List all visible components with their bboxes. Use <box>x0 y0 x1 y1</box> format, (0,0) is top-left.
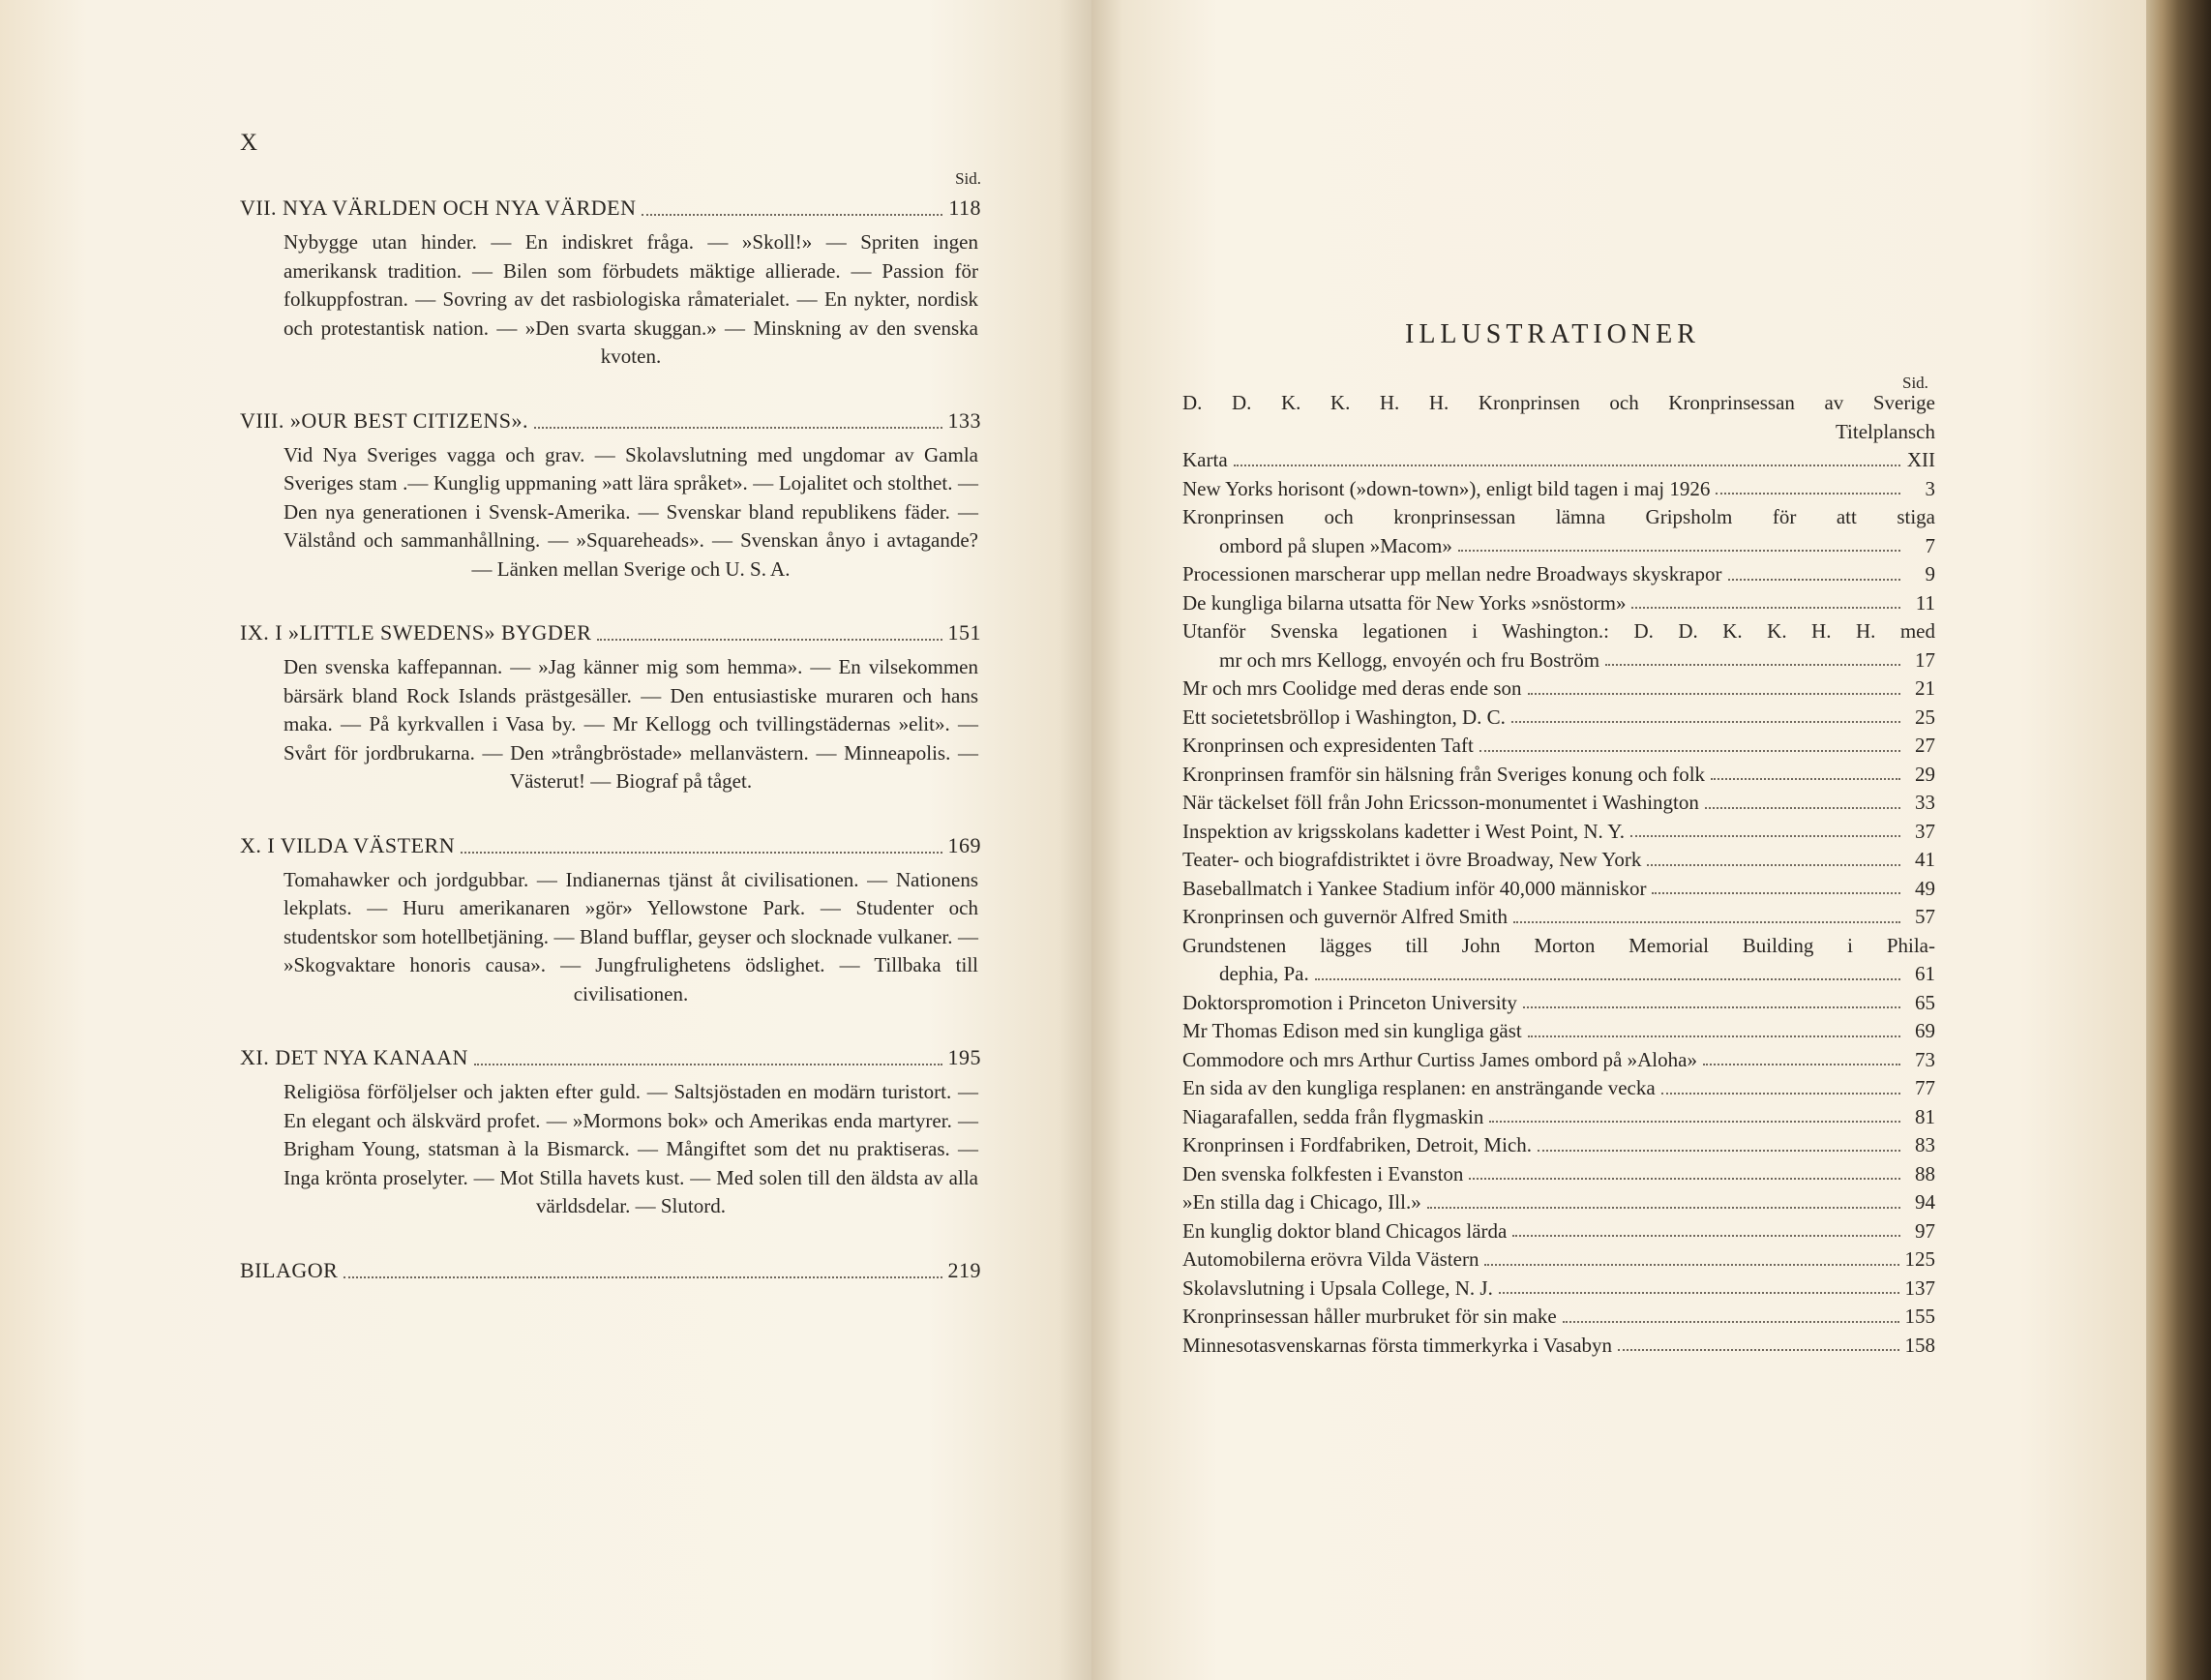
illustration-row <box>1182 1245 1935 1275</box>
illustration-item <box>1182 1131 1935 1160</box>
illustration-page: 155 <box>1904 1305 1935 1328</box>
illustration-item <box>1182 704 1935 733</box>
illustration-item <box>1182 1017 1935 1046</box>
leader-dots <box>1728 578 1901 581</box>
leader-dots <box>1512 1234 1900 1237</box>
illustration-page: 65 <box>1915 990 1935 1014</box>
illustration-item <box>1182 1217 1935 1246</box>
illustration-text: Utanför Svenska legationen i Washington.: D. D. K. K. H. H. med <box>1182 619 1935 643</box>
illustration-page: 9 <box>1925 562 1935 585</box>
illustration-item <box>1182 617 1935 675</box>
chapter <box>240 1041 981 1221</box>
leader-dots <box>344 1275 941 1278</box>
illustration-row <box>1182 675 1935 704</box>
illustration-page: 94 <box>1915 1190 1935 1214</box>
illustration-row <box>1182 704 1935 733</box>
illustration-text: Automobilerna erövra Vilda Västern <box>1182 1247 1479 1271</box>
illustration-page: 33 <box>1915 791 1935 814</box>
illustration-page: 17 <box>1915 647 1935 672</box>
illustration-text: Kronprinsen och guvernör Alfred Smith <box>1182 905 1508 928</box>
illustration-text-cont: ombord på slupen »Macom» <box>1219 533 1452 557</box>
illustration-item <box>1182 789 1935 818</box>
illustration-item <box>1182 818 1935 847</box>
illustration-row <box>1182 446 1935 475</box>
leader-dots <box>1528 1035 1900 1037</box>
leader-dots <box>1605 663 1900 666</box>
illustration-page: 83 <box>1915 1133 1935 1156</box>
chapter-heading <box>240 192 981 225</box>
illustration-item <box>1182 1332 1935 1361</box>
illustration-item <box>1182 1188 1935 1217</box>
leader-dots <box>1705 806 1900 809</box>
chapter-title: X. I VILDA VÄSTERN <box>240 832 456 857</box>
leader-dots <box>597 638 941 641</box>
leader-dots <box>1511 720 1900 723</box>
chapter <box>240 829 981 1009</box>
illustration-text: Kronprinsen och kronprinsessan lämna Gripsholm för att stiga <box>1182 505 1935 528</box>
leader-dots <box>474 1063 942 1065</box>
illustration-text-cont: dephia, Pa. <box>1219 962 1309 985</box>
leader-dots <box>1315 977 1900 980</box>
illustrations-sid-label: Sid. <box>1902 374 1928 392</box>
illustration-text: Skolavslutning i Upsala College, N. J. <box>1182 1275 1493 1300</box>
illustration-page: 73 <box>1915 1047 1935 1071</box>
illustration-item <box>1182 732 1935 761</box>
leader-dots <box>1513 920 1900 923</box>
illustration-row <box>1182 1217 1935 1246</box>
leader-dots <box>1427 1206 1900 1209</box>
illustration-page: 97 <box>1915 1218 1935 1243</box>
chapter <box>240 192 981 372</box>
chapter-page: 195 <box>947 1045 981 1069</box>
illustration-text: När täckelset föll från John Ericsson-monumentet i Washington <box>1182 791 1699 814</box>
illustration-text: »En stilla dag i Chicago, Ill.» <box>1182 1190 1421 1214</box>
illustration-text: Inspektion av krigsskolans kadetter i West Point, N. Y. <box>1182 819 1625 843</box>
illustration-item <box>1182 475 1935 504</box>
illustration-page: 29 <box>1915 762 1935 786</box>
leader-dots <box>1234 464 1900 466</box>
illustration-page: 41 <box>1915 848 1935 871</box>
illustration-row <box>1182 761 1935 790</box>
illustration-item <box>1182 1074 1935 1103</box>
leader-dots <box>1479 749 1900 752</box>
illustration-text: Mr Thomas Edison med sin kungliga gäst <box>1182 1019 1522 1042</box>
illustration-item <box>1182 389 1935 446</box>
chapter-title: XI. DET NYA KANAAN <box>240 1045 468 1069</box>
illustration-page: 77 <box>1915 1076 1935 1099</box>
illustration-item <box>1182 1275 1935 1304</box>
illustration-item <box>1182 589 1935 618</box>
chapter-summary: Religiösa förföljelser och jakten efter guld. — Saltsjöstaden en modärn turistort. — En elegant och älskvärd profet. — »Mormons bok» och Amerikas enda martyrer. — Brigham Young, statsman à la Bismarck. — Mångiftet som det nu praktiseras. — Inga krönta proselyter. — Mot Stilla havets kust. — Med solen till den äldsta av alla världsdelar. — Slutord. <box>284 1080 978 1217</box>
leader-dots <box>1563 1320 1899 1323</box>
leader-dots <box>1711 777 1900 780</box>
leader-dots <box>1489 1120 1900 1123</box>
leader-dots <box>1647 863 1900 866</box>
illustration-item <box>1182 875 1935 904</box>
leader-dots <box>1458 549 1900 552</box>
illustration-text: Ett societetsbröllop i Washington, D. C. <box>1182 705 1506 729</box>
leader-dots <box>1538 1149 1900 1152</box>
illustration-page: 27 <box>1915 734 1935 757</box>
leader-dots <box>461 851 941 854</box>
illustration-page: 7 <box>1925 533 1935 557</box>
table-of-contents <box>240 166 981 1287</box>
illustrations-heading: ILLUSTRATIONER <box>1405 319 1700 349</box>
illustration-row <box>1182 846 1935 875</box>
bilagor-row <box>240 1254 981 1287</box>
chapter-heading <box>240 405 981 437</box>
leader-dots <box>534 426 942 429</box>
illustration-row <box>1182 1074 1935 1103</box>
illustration-page: 69 <box>1915 1019 1935 1042</box>
illustration-item <box>1182 761 1935 790</box>
illustration-item <box>1182 560 1935 589</box>
illustration-text: Grundstenen lägges till John Morton Memorial Building i Phila- <box>1182 933 1935 957</box>
chapter-page: 118 <box>948 195 981 220</box>
illustration-row <box>1182 1160 1935 1189</box>
chapter-page: 151 <box>947 620 981 645</box>
illustration-text: Kronprinsen framför sin hälsning från Sveriges konung och folk <box>1182 762 1706 786</box>
illustration-text: D. D. K. K. H. H. Kronprinsen och Kronprinsessan av Sverige <box>1182 391 1935 414</box>
chapter-summary: Vid Nya Sveriges vagga och grav. — Skolavslutning med ungdomar av Gamla Sveriges stam .— Kunglig uppmaning »att lära språket». — Lojalitet och stolthet. — Den nya generationen i Svensk-Amerika. — Svenskar bland republikens fäder. — Välstånd och sammanhållning. — »Squareheads». — Svenskan ånyo i avtagande? — Länken mellan Sverige och U. S. A. <box>284 442 978 581</box>
illustration-item <box>1182 1160 1935 1189</box>
leader-dots <box>1631 606 1900 609</box>
illustration-row <box>1182 1017 1935 1046</box>
book-edge <box>2146 0 2211 1680</box>
chapter-heading <box>240 616 981 649</box>
illustration-text: Kronprinsen och expresidenten Taft <box>1182 734 1474 757</box>
illustration-continuation <box>1182 532 1935 561</box>
illustration-page: 88 <box>1915 1161 1935 1185</box>
leader-dots <box>1630 834 1900 837</box>
illustration-text: En kunglig doktor bland Chicagos lärda <box>1182 1218 1508 1243</box>
leader-dots <box>1499 1291 1899 1294</box>
page-number: X <box>240 130 260 156</box>
chapter-page: 133 <box>947 407 981 433</box>
illustration-page: 21 <box>1915 676 1935 700</box>
chapter-page: 169 <box>947 832 981 857</box>
sid-label: Sid. <box>955 169 981 188</box>
illustration-row <box>1182 1275 1935 1304</box>
illustration-item <box>1182 446 1935 475</box>
illustration-text: Mr och mrs Coolidge med deras ende son <box>1182 676 1522 700</box>
chapter-summary: Nybygge utan hinder. — En indiskret fråga. — »Skoll!» — Spriten ingen amerikansk tradition. — Bilen som förbudets mäktige allierade. — Passion för folkuppfostran. — Sovring av det rasbiologiska råmaterialet. — En nykter, nordisk och protestantisk nation. — »Den svarta skuggan.» — Minskning av den svenska kvoten. <box>284 230 978 368</box>
illustration-continuation <box>1182 646 1935 675</box>
illustration-row <box>1182 560 1935 589</box>
illustration-item <box>1182 1303 1935 1332</box>
leader-dots <box>1484 1263 1898 1266</box>
illustration-text: New Yorks horisont (»down-town»), enligt bild tagen i maj 1926 <box>1182 476 1711 500</box>
illustration-page: 137 <box>1904 1275 1935 1300</box>
illustration-row <box>1182 1188 1935 1217</box>
illustration-text: Den svenska folkfesten i Evanston <box>1182 1161 1464 1185</box>
illustration-page: 57 <box>1915 905 1935 928</box>
leader-dots <box>642 213 942 216</box>
illustration-continuation <box>1182 960 1935 989</box>
illustration-page: 3 <box>1925 476 1935 500</box>
bilagor-page: 219 <box>947 1257 981 1282</box>
illustration-row <box>1182 732 1935 761</box>
illustration-item <box>1182 675 1935 704</box>
illustration-page: 49 <box>1915 876 1935 900</box>
chapter-title: VII. NYA VÄRLDEN OCH NYA VÄRDEN <box>240 195 637 220</box>
illustration-row <box>1182 1303 1935 1332</box>
illustration-page: 81 <box>1915 1104 1935 1128</box>
leader-dots <box>1618 1348 1898 1351</box>
illustration-row <box>1182 1332 1935 1361</box>
illustration-item <box>1182 903 1935 932</box>
illustration-text: Commodore och mrs Arthur Curtiss James ombord på »Aloha» <box>1182 1047 1697 1071</box>
illustration-row <box>1182 1103 1935 1132</box>
chapter-summary: Den svenska kaffepannan. — »Jag känner mig som hemma». — En vilsekommen bärsärk bland Rock Islands prästgesäller. — Den entusiastiske muraren och hans maka. — På kyrkvallen i Vasa by. — Mr Kellogg och tvillingstädernas »elit». — Svårt för jordbrukarna. — Den »trångbröstade» mellanvästern. — Minneapolis. — Västerut! — Biograf på tåget. <box>284 655 978 793</box>
illustration-item <box>1182 932 1935 989</box>
illustration-page: 25 <box>1915 705 1935 729</box>
illustration-row <box>1182 989 1935 1018</box>
illustration-row <box>1182 789 1935 818</box>
chapter-heading <box>240 1041 981 1074</box>
illustration-item <box>1182 989 1935 1018</box>
illustration-text: Kronprinsen i Fordfabriken, Detroit, Mich. <box>1182 1133 1533 1156</box>
illustration-text: En sida av den kungliga resplanen: en ansträngande vecka <box>1182 1076 1656 1099</box>
illustration-text: Niagarafallen, sedda från flygmaskin <box>1182 1104 1484 1128</box>
leader-dots <box>1661 1092 1900 1095</box>
illustration-row <box>1182 818 1935 847</box>
illustration-page: XII <box>1906 448 1935 471</box>
leader-dots <box>1703 1063 1900 1065</box>
illustration-text: Processionen marscherar upp mellan nedre Broadways skyskrapor <box>1182 562 1722 585</box>
illustration-item <box>1182 503 1935 560</box>
illustration-page: 61 <box>1915 962 1935 985</box>
leader-dots <box>1716 492 1900 495</box>
illustration-list <box>1182 389 1935 1360</box>
leader-dots <box>1469 1177 1900 1180</box>
illustration-text: Minnesotasvenskarnas första timmerkyrka i Vasabyn <box>1182 1333 1613 1357</box>
illustration-text: Karta <box>1182 448 1228 471</box>
illustration-page: 125 <box>1904 1247 1935 1271</box>
illustration-row <box>1182 903 1935 932</box>
illustration-text: De kungliga bilarna utsatta för New Yorks »snöstorm» <box>1182 590 1627 615</box>
leader-dots <box>1523 1005 1900 1008</box>
chapter-heading <box>240 829 981 862</box>
illustration-text: Doktorspromotion i Princeton University <box>1182 990 1517 1014</box>
illustration-item <box>1182 1103 1935 1132</box>
illustration-row <box>1182 1131 1935 1160</box>
illustration-row <box>1182 875 1935 904</box>
illustration-page: Titelplansch <box>1835 419 1935 443</box>
illustration-item <box>1182 846 1935 875</box>
chapter <box>240 405 981 585</box>
chapter-list <box>240 192 981 1221</box>
chapter-summary: Tomahawker och jordgubbar. — Indianernas tjänst åt civilisationen. — Nationens lekplats. — Huru amerikanaren »gör» Yellowstone Park. — Studenter och studentskor som hotellbetjäning. — Bland bufflar, geyser och slocknade vulkaner. — »Skogvaktare honoris causa». — Jungfrulighetens ödslighet. — Tillbaka till civilisationen. <box>284 867 978 1005</box>
illustration-row <box>1182 1046 1935 1075</box>
leader-dots <box>1528 692 1900 695</box>
illustration-page: 11 <box>1915 590 1935 615</box>
illustration-text: Teater- och biografdistriktet i övre Broadway, New York <box>1182 848 1642 871</box>
illustration-text-cont: mr och mrs Kellogg, envoyén och fru Boström <box>1219 647 1600 672</box>
chapter-title: IX. I »LITTLE SWEDENS» BYGDER <box>240 620 592 645</box>
illustration-item <box>1182 1046 1935 1075</box>
illustration-row <box>1182 475 1935 504</box>
bilagor-title: BILAGOR <box>240 1257 339 1282</box>
illustration-item <box>1182 1245 1935 1275</box>
illustration-text: Kronprinsessan håller murbruket för sin make <box>1182 1305 1557 1328</box>
leader-dots <box>1652 891 1900 894</box>
illustration-text: Baseballmatch i Yankee Stadium inför 40,000 människor <box>1182 876 1647 900</box>
chapter-title: VIII. »OUR BEST CITIZENS». <box>240 407 528 433</box>
illustration-row <box>1182 589 1935 618</box>
chapter <box>240 616 981 796</box>
illustration-page: 158 <box>1904 1333 1935 1357</box>
illustration-page: 37 <box>1915 819 1935 843</box>
